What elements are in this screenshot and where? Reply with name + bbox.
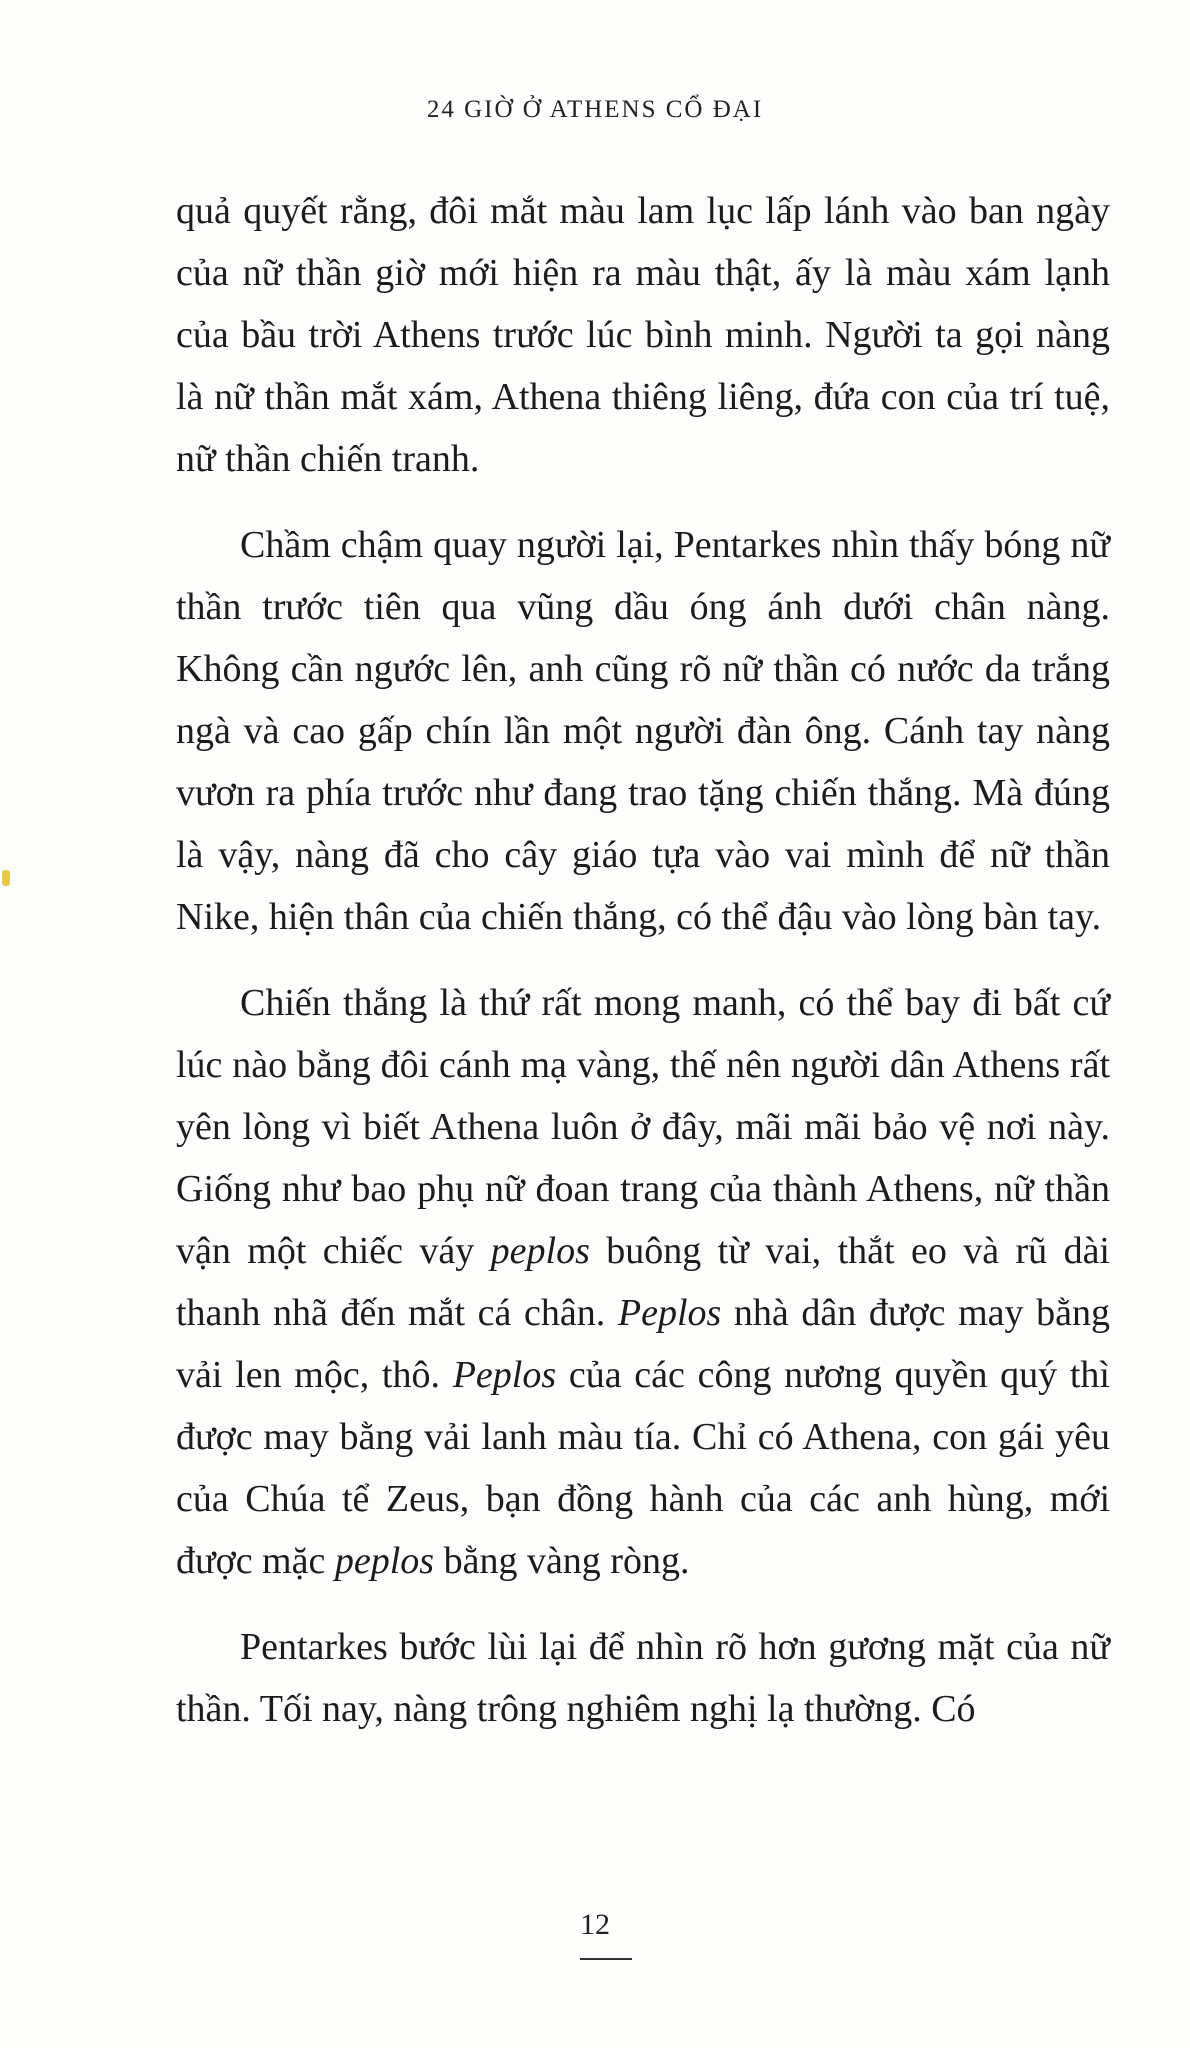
page-number-underline — [580, 1958, 632, 1960]
paragraph-3-text: nhà dân được may bằng vải len mộc, thô. — [176, 1292, 1110, 1396]
paragraph-1-text: quả quyết rằng, đôi mắt màu lam lục lấp lánh vào ban ngày của nữ thần giờ mới hiện ra màu thật, ấy là màu xám lạnh của bầu trời Athens trước lúc bình minh. Người ta gọi nàng là nữ thần mắt xám, Athena thiêng liêng, đứa con của trí tuệ, nữ thần chiến tranh. — [176, 190, 1110, 480]
paragraph-2-text: Chầm chậm quay người lại, Pentarkes nhìn thấy bóng nữ thần trước tiên qua vũng dầu óng ánh dưới chân nàng. Không cần ngước lên, anh cũng rõ nữ thần có nước da trắng ngà và cao gấp chín lần một người đàn ông. Cánh tay nàng vươn ra phía trước như đang trao tặng chiến thắng. Mà đúng là vậy, nàng đã cho cây giáo tựa vào vai mình để nữ thần Nike, hiện thân của chiến thắng, có thể đậu vào lòng bàn tay. — [176, 524, 1110, 938]
italic-term-peplos: Peplos — [452, 1354, 557, 1396]
paragraph-2 — [176, 514, 1110, 948]
body-text — [176, 180, 1110, 1764]
edge-mark — [2, 870, 10, 886]
paragraph-3-text: Chiến thắng là thứ rất mong manh, có thể bay đi bất cứ lúc nào bằng đôi cánh mạ vàng, thế nên người dân Athens rất yên lòng vì biết Athena luôn ở đây, mãi mãi bảo vệ nơi này. Giống như bao phụ nữ đoan trang của thành Athens, nữ thần vận một chiếc váy — [176, 982, 1110, 1272]
italic-term-peplos: peplos — [490, 1230, 590, 1272]
paragraph-3-text: của các công nương quyền quý thì được may bằng vải lanh màu tía. Chỉ có Athena, con gái yêu của Chúa tể Zeus, bạn đồng hành của các anh hùng, mới được mặc — [176, 1354, 1110, 1582]
paragraph-3 — [176, 972, 1110, 1592]
paragraph-3-text: buông từ vai, thắt eo và rũ dài thanh nhã đến mắt cá chân. — [176, 1230, 1110, 1334]
running-header: 24 GIỜ Ở ATHENS CỔ ĐẠI — [426, 96, 764, 123]
italic-term-peplos: peplos — [334, 1540, 435, 1582]
italic-term-peplos: Peplos — [617, 1292, 722, 1334]
paragraph-4 — [176, 1616, 1110, 1740]
paragraph-4-text: Pentarkes bước lùi lại để nhìn rõ hơn gương mặt của nữ thần. Tối nay, nàng trông nghiêm nghị lạ thường. Có — [176, 1626, 1110, 1730]
paragraph-1 — [176, 180, 1110, 490]
page-number: 12 — [580, 1908, 610, 1941]
paragraph-3-text: bằng vàng ròng. — [434, 1540, 690, 1582]
